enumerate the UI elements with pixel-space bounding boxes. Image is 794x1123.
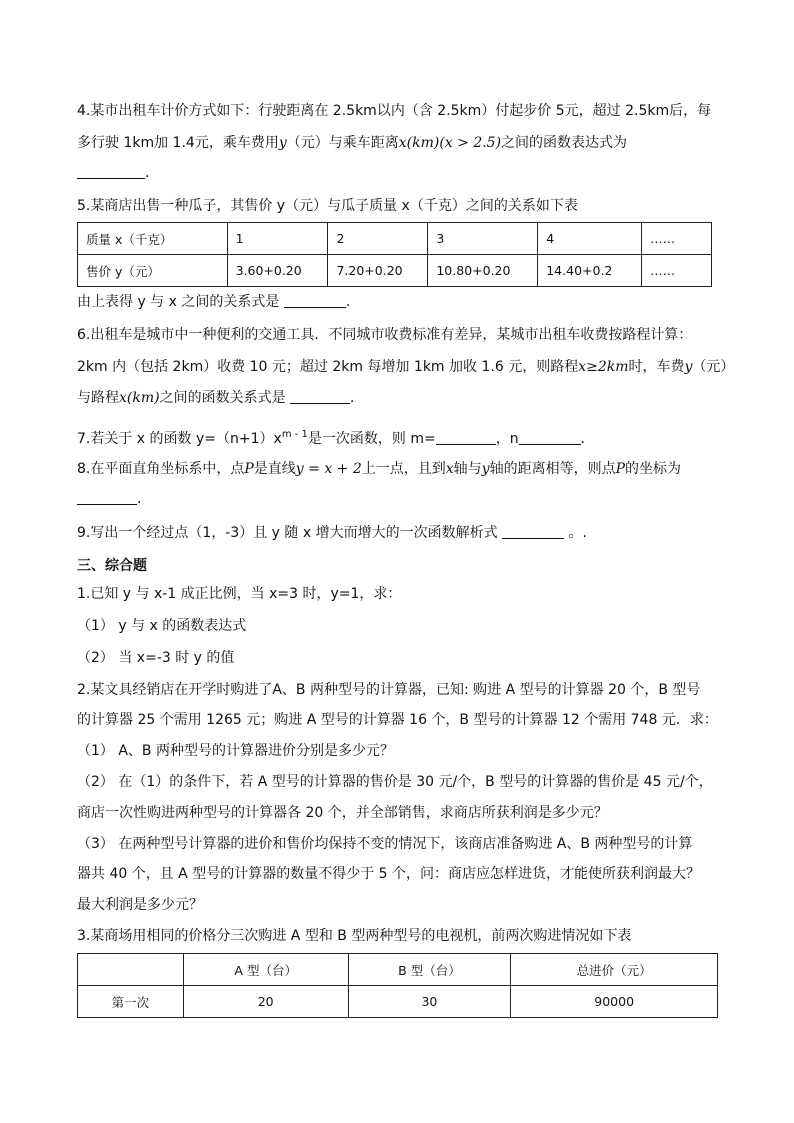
q7-text-b: 是一次函数，则 m=	[307, 431, 436, 447]
q8-axis-x: x	[445, 461, 454, 477]
q6-text-3b: 之间的函数关系式是	[159, 390, 286, 406]
p2-line-1	[77, 680, 700, 700]
q4-end-mark: .	[145, 165, 150, 181]
q8-text-f: 的坐标为	[625, 461, 682, 477]
q4-text-1: 4.某市出租车计价方式如下：行驶距离在 2.5km以内（含 2.5km）付起步价 5元，超过 2.5km后，每	[77, 103, 712, 119]
q7-line	[77, 425, 595, 449]
p1-sub-2	[77, 648, 234, 668]
p1-sub-1	[77, 616, 246, 636]
table-cell: 第一次	[78, 986, 184, 1018]
p1-stem-text: 1.已知 y 与 x-1 成正比例，当 x=3 时，y=1，求：	[77, 586, 402, 602]
q6-var-y: y	[684, 359, 693, 375]
table-cell: 3.60+0.20	[227, 255, 328, 287]
p3-intro-text: 3.某商场用相同的价格分三次购进 A 型和 B 型两种型号的电视机，前两次购进情况如下表	[77, 928, 632, 944]
p1-stem	[77, 584, 401, 604]
table-cell: 3	[428, 223, 538, 255]
q7-m-blank[interactable]	[436, 429, 496, 445]
q5-end-mark: .	[345, 294, 351, 310]
table-cell: 90000	[511, 986, 718, 1018]
q8-point-p-2: P	[615, 461, 626, 477]
p2-text-2: 的计算器 25 个需用 1265 元；购进 A 型号的计算器 16 个，B 型号的计算器 12 个需用 748 元．求：	[77, 712, 718, 728]
q4-line-2	[77, 133, 627, 153]
q8-line-2	[77, 489, 141, 509]
q7-text-a: 7.若关于 x 的函数 y=（n+1）x	[77, 431, 282, 447]
table-cell: 10.80+0.20	[428, 255, 538, 287]
q4-text-2b: （元）与乘车距离	[286, 135, 399, 151]
table-cell: ……	[642, 255, 712, 287]
section-3-heading	[77, 556, 147, 576]
q8-text-b: 是直线	[253, 461, 296, 477]
table-cell: 7.20+0.20	[328, 255, 428, 287]
q6-line-3	[77, 388, 364, 408]
q5-after-text: 由上表得 y 与 x 之间的关系式是	[77, 294, 280, 310]
q8-line-equation: y = x + 2	[295, 461, 362, 477]
q5-intro-text: 5.某商店出售一种瓜子，其售价 y（元）与瓜子质量 x（千克）之间的关系如下表	[77, 198, 578, 214]
q5-intro	[77, 196, 578, 216]
table-cell: 14.40+0.2	[538, 255, 642, 287]
q4-var-y: y	[278, 135, 287, 151]
q8-text-c: 上一点，且到	[361, 461, 446, 477]
q4-line-1	[77, 101, 711, 121]
p2-sub-1-text: （1） A、B 两种型号的计算器进价分别是多少元？	[77, 743, 394, 759]
q6-text-3a: 与路程	[77, 390, 119, 406]
table-cell: A 型（台）	[183, 954, 348, 986]
table-row	[78, 986, 718, 1018]
p2-sub-3-line-1	[77, 834, 692, 854]
q5-price-table	[77, 222, 712, 287]
table-row	[78, 255, 712, 287]
p2-sub-2-text-2: 商店一次性购进两种型号的计算器各 20 个，并全部销售，求商店所获利润是多少元？	[77, 805, 608, 821]
p2-sub-3-text-1: （3） 在两种型号计算器的进价和售价均保持不变的情况下，该商店准备购进 A、B 两种型号的计算	[77, 836, 693, 852]
q5-after	[77, 292, 350, 312]
q6-text-2b: 时，车费	[628, 359, 685, 375]
q9-answer-blank[interactable]	[502, 523, 564, 539]
q7-end-mark: ．	[580, 431, 595, 447]
q5-answer-blank[interactable]	[284, 292, 346, 308]
table-cell: 1	[227, 223, 328, 255]
q6-line-2	[77, 357, 734, 377]
table-cell: 20	[183, 986, 348, 1018]
section-3-title: 三、综合题	[77, 558, 147, 574]
table-row	[78, 223, 712, 255]
table-cell: 30	[348, 986, 511, 1018]
p2-text-1: 2.某文具经销店在开学时购进了A、B 两种型号的计算器，已知: 购进 A 型号的计算器 20 个，B 型号	[77, 682, 701, 698]
table-cell	[78, 954, 184, 986]
q4-text-2a: 多行驶 1km加 1.4元，乘车费用	[77, 135, 279, 151]
table-cell: 4	[538, 223, 642, 255]
q6-answer-blank[interactable]	[290, 388, 350, 404]
q8-answer-blank[interactable]	[77, 489, 137, 505]
q4-math-domain: x(km)(x > 2.5)	[398, 135, 502, 151]
q8-end-mark: .	[137, 491, 142, 507]
p3-purchase-table	[77, 953, 718, 1018]
p2-sub-3-text-3: 最大利润是多少元？	[77, 897, 203, 913]
p2-sub-3-text-2: 器共 40 个，且 A 型号的计算器的数量不得少于 5 个，问：商店应怎样进货，才能使所获利润最大？	[77, 866, 700, 882]
q9-line	[77, 523, 587, 543]
q9-text: 9.写出一个经过点（1，-3）且 y 随 x 增大而增大的一次函数解析式	[77, 525, 498, 541]
q7-exponent: m - 1	[281, 429, 308, 440]
p2-sub-2-line-1	[77, 772, 713, 792]
table-row	[78, 954, 718, 986]
p1-sub-1-text: （1） y 与 x 的函数表达式	[77, 618, 247, 634]
p2-sub-3-line-2	[77, 864, 700, 884]
q6-end-mark: ．	[350, 390, 365, 406]
q8-line-1	[77, 459, 681, 479]
p2-sub-2-line-2	[77, 803, 608, 823]
q7-n-blank[interactable]	[519, 429, 581, 445]
p3-intro	[77, 926, 631, 946]
p2-sub-2-text-1: （2） 在（1）的条件下，若 A 型号的计算器的售价是 30 元/个，B 型号的计算器的售价是 45 元/个，	[77, 774, 713, 790]
p2-line-2	[77, 710, 718, 730]
q4-text-2c: 之间的函数表达式为	[501, 135, 628, 151]
q9-end-mark: 。.	[568, 525, 587, 541]
q8-point-p: P	[244, 461, 254, 477]
p2-sub-1	[77, 741, 394, 761]
q8-text-a: 8.在平面直角坐标系中，点	[77, 461, 245, 477]
table-cell: 总进价（元）	[511, 954, 718, 986]
q6-text-2c: （元）	[692, 359, 735, 375]
q6-line-1	[77, 325, 692, 345]
q4-answer-blank[interactable]	[77, 163, 145, 179]
q8-text-e: 轴的距离相等，则点	[489, 461, 616, 477]
table-cell: B 型（台）	[348, 954, 511, 986]
q6-math-x: x(km)	[119, 390, 160, 406]
table-cell: 2	[328, 223, 428, 255]
q8-axis-y: y	[481, 461, 490, 477]
q8-text-d: 轴与	[453, 461, 482, 477]
q4-line-3	[77, 163, 149, 183]
table-cell: ……	[642, 223, 712, 255]
q7-text-c: ，n	[495, 431, 519, 447]
q6-math-condition: x≥2km	[578, 359, 629, 375]
table-cell: 质量 x（千克）	[78, 223, 228, 255]
table-cell: 售价 y（元）	[78, 255, 228, 287]
q6-text-2a: 2km 内（包括 2km）收费 10 元；超过 2km 每增加 1km 加收 1.6 元，则路程	[77, 359, 579, 375]
p2-sub-3-line-3	[77, 895, 203, 915]
p1-sub-2-text: （2） 当 x=-3 时 y 的值	[77, 650, 235, 666]
q6-text-1: 6.出租车是城市中一种便利的交通工具．不同城市收费标准有差异，某城市出租车收费按路程计算：	[77, 327, 693, 343]
